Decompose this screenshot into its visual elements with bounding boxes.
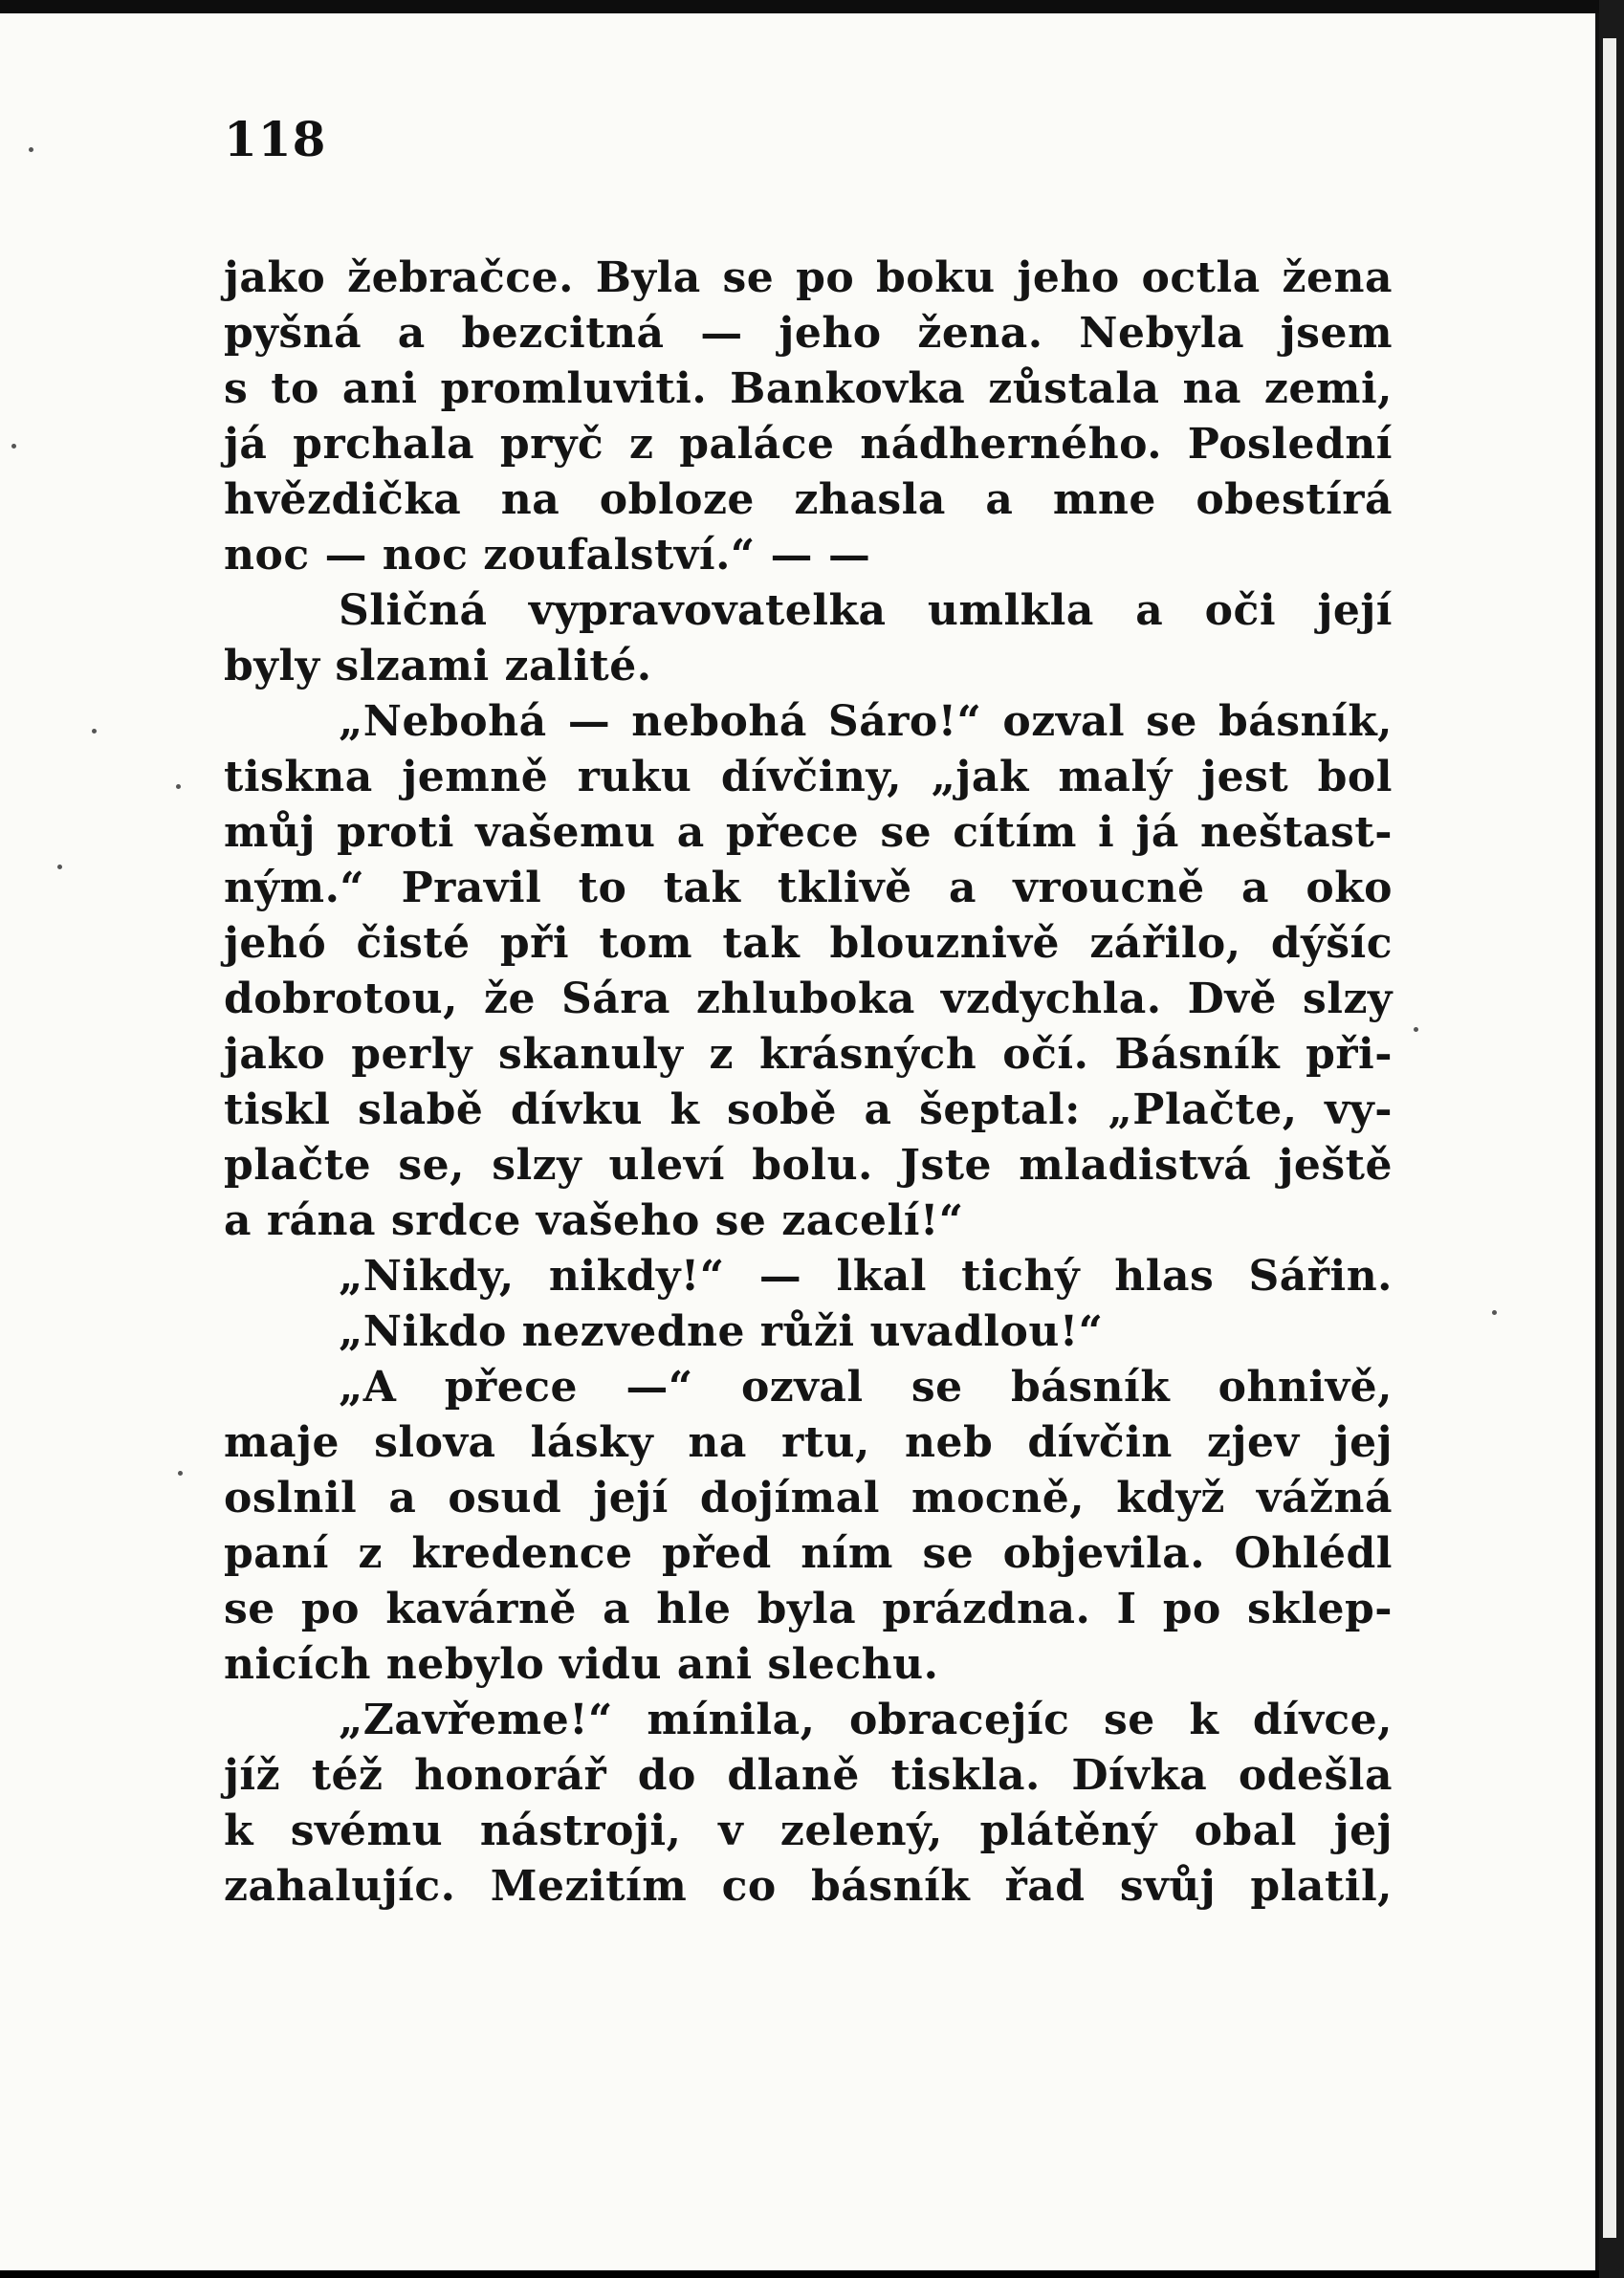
text-line: jako žebračce. Byla se po boku jeho octla žena bbox=[224, 253, 1393, 302]
scan-right-edge bbox=[1599, 0, 1624, 2278]
text-line: „Zavřeme!“ mínila, obracejíc se k dívce, bbox=[339, 1696, 1393, 1744]
text-line: noc — noc zoufalství.“ — — bbox=[224, 531, 871, 580]
text-line: pyšná a bezcitná — jeho žena. Nebyla jsem bbox=[224, 309, 1393, 358]
text-line: „Nikdy, nikdy!“ — lkal tichý hlas Sářin. bbox=[339, 1252, 1393, 1301]
text-line: k svému nástroji, v zelený, plátěný obal jej bbox=[224, 1807, 1393, 1855]
text-line: tiskna jemně ruku dívčiny, „jak malý jest bol bbox=[224, 753, 1393, 801]
scan-speck bbox=[1492, 1310, 1497, 1315]
text-line: oslnil a osud její dojímal mocně, když vážná bbox=[224, 1474, 1393, 1522]
scan-speck bbox=[178, 1471, 183, 1476]
text-line: zahalujíc. Mezitím co básník řad svůj platil, bbox=[224, 1862, 1393, 1911]
text-line: já prchala pryč z paláce nádherného. Poslední bbox=[224, 420, 1393, 469]
text-line: hvězdička na obloze zhasla a mne obestírá bbox=[224, 475, 1393, 524]
text-line: jíž též honorář do dlaně tiskla. Dívka odešla bbox=[224, 1751, 1393, 1800]
text-line: jehó čisté při tom tak blouznivě zářilo, dýšíc bbox=[224, 919, 1393, 968]
text-line: plačte se, slzy uleví bolu. Jste mladistvá ještě bbox=[224, 1141, 1393, 1190]
text-line: paní z kredence před ním se objevila. Ohlédl bbox=[224, 1529, 1393, 1578]
book-page bbox=[0, 13, 1599, 2270]
scan-speck bbox=[57, 865, 62, 869]
scan-speck bbox=[176, 784, 181, 789]
text-line: nicích nebylo vidu ani slechu. bbox=[224, 1640, 939, 1689]
scan-speck bbox=[92, 729, 97, 734]
page-number: 118 bbox=[224, 111, 327, 167]
text-line: „A přece —“ ozval se básník ohnivě, bbox=[339, 1363, 1393, 1412]
text-line: můj proti vašemu a přece se cítím i já neštast- bbox=[224, 808, 1393, 857]
scan-speck bbox=[29, 147, 33, 152]
scan-speck bbox=[11, 444, 16, 449]
text-line: a rána srdce vašeho se zacelí!“ bbox=[224, 1196, 964, 1245]
text-line: „Nebohá — nebohá Sáro!“ ozval se básník, bbox=[339, 697, 1393, 746]
text-line: byly slzami zalité. bbox=[224, 642, 652, 690]
text-line: jako perly skanuly z krásných očí. Básník při- bbox=[224, 1030, 1393, 1079]
scan-speck bbox=[1414, 1027, 1418, 1032]
text-line: Sličná vypravovatelka umlkla a oči její bbox=[339, 586, 1393, 635]
text-line: se po kavárně a hle byla prázdna. I po sklep- bbox=[224, 1585, 1393, 1633]
text-line: s to ani promluviti. Bankovka zůstala na zemi, bbox=[224, 364, 1393, 413]
text-line: dobrotou, že Sára zhluboka vzdychla. Dvě slzy bbox=[224, 975, 1393, 1023]
body-text bbox=[224, 251, 1393, 1915]
text-line: tiskl slabě dívku k sobě a šeptal: „Plačte, vy- bbox=[224, 1085, 1393, 1134]
text-line: „Nikdo nezvedne růži uvadlou!“ bbox=[339, 1307, 1104, 1356]
text-line: maje slova lásky na rtu, neb dívčin zjev jej bbox=[224, 1418, 1393, 1467]
text-line: ným.“ Pravil to tak tklivě a vroucně a oko bbox=[224, 864, 1393, 912]
